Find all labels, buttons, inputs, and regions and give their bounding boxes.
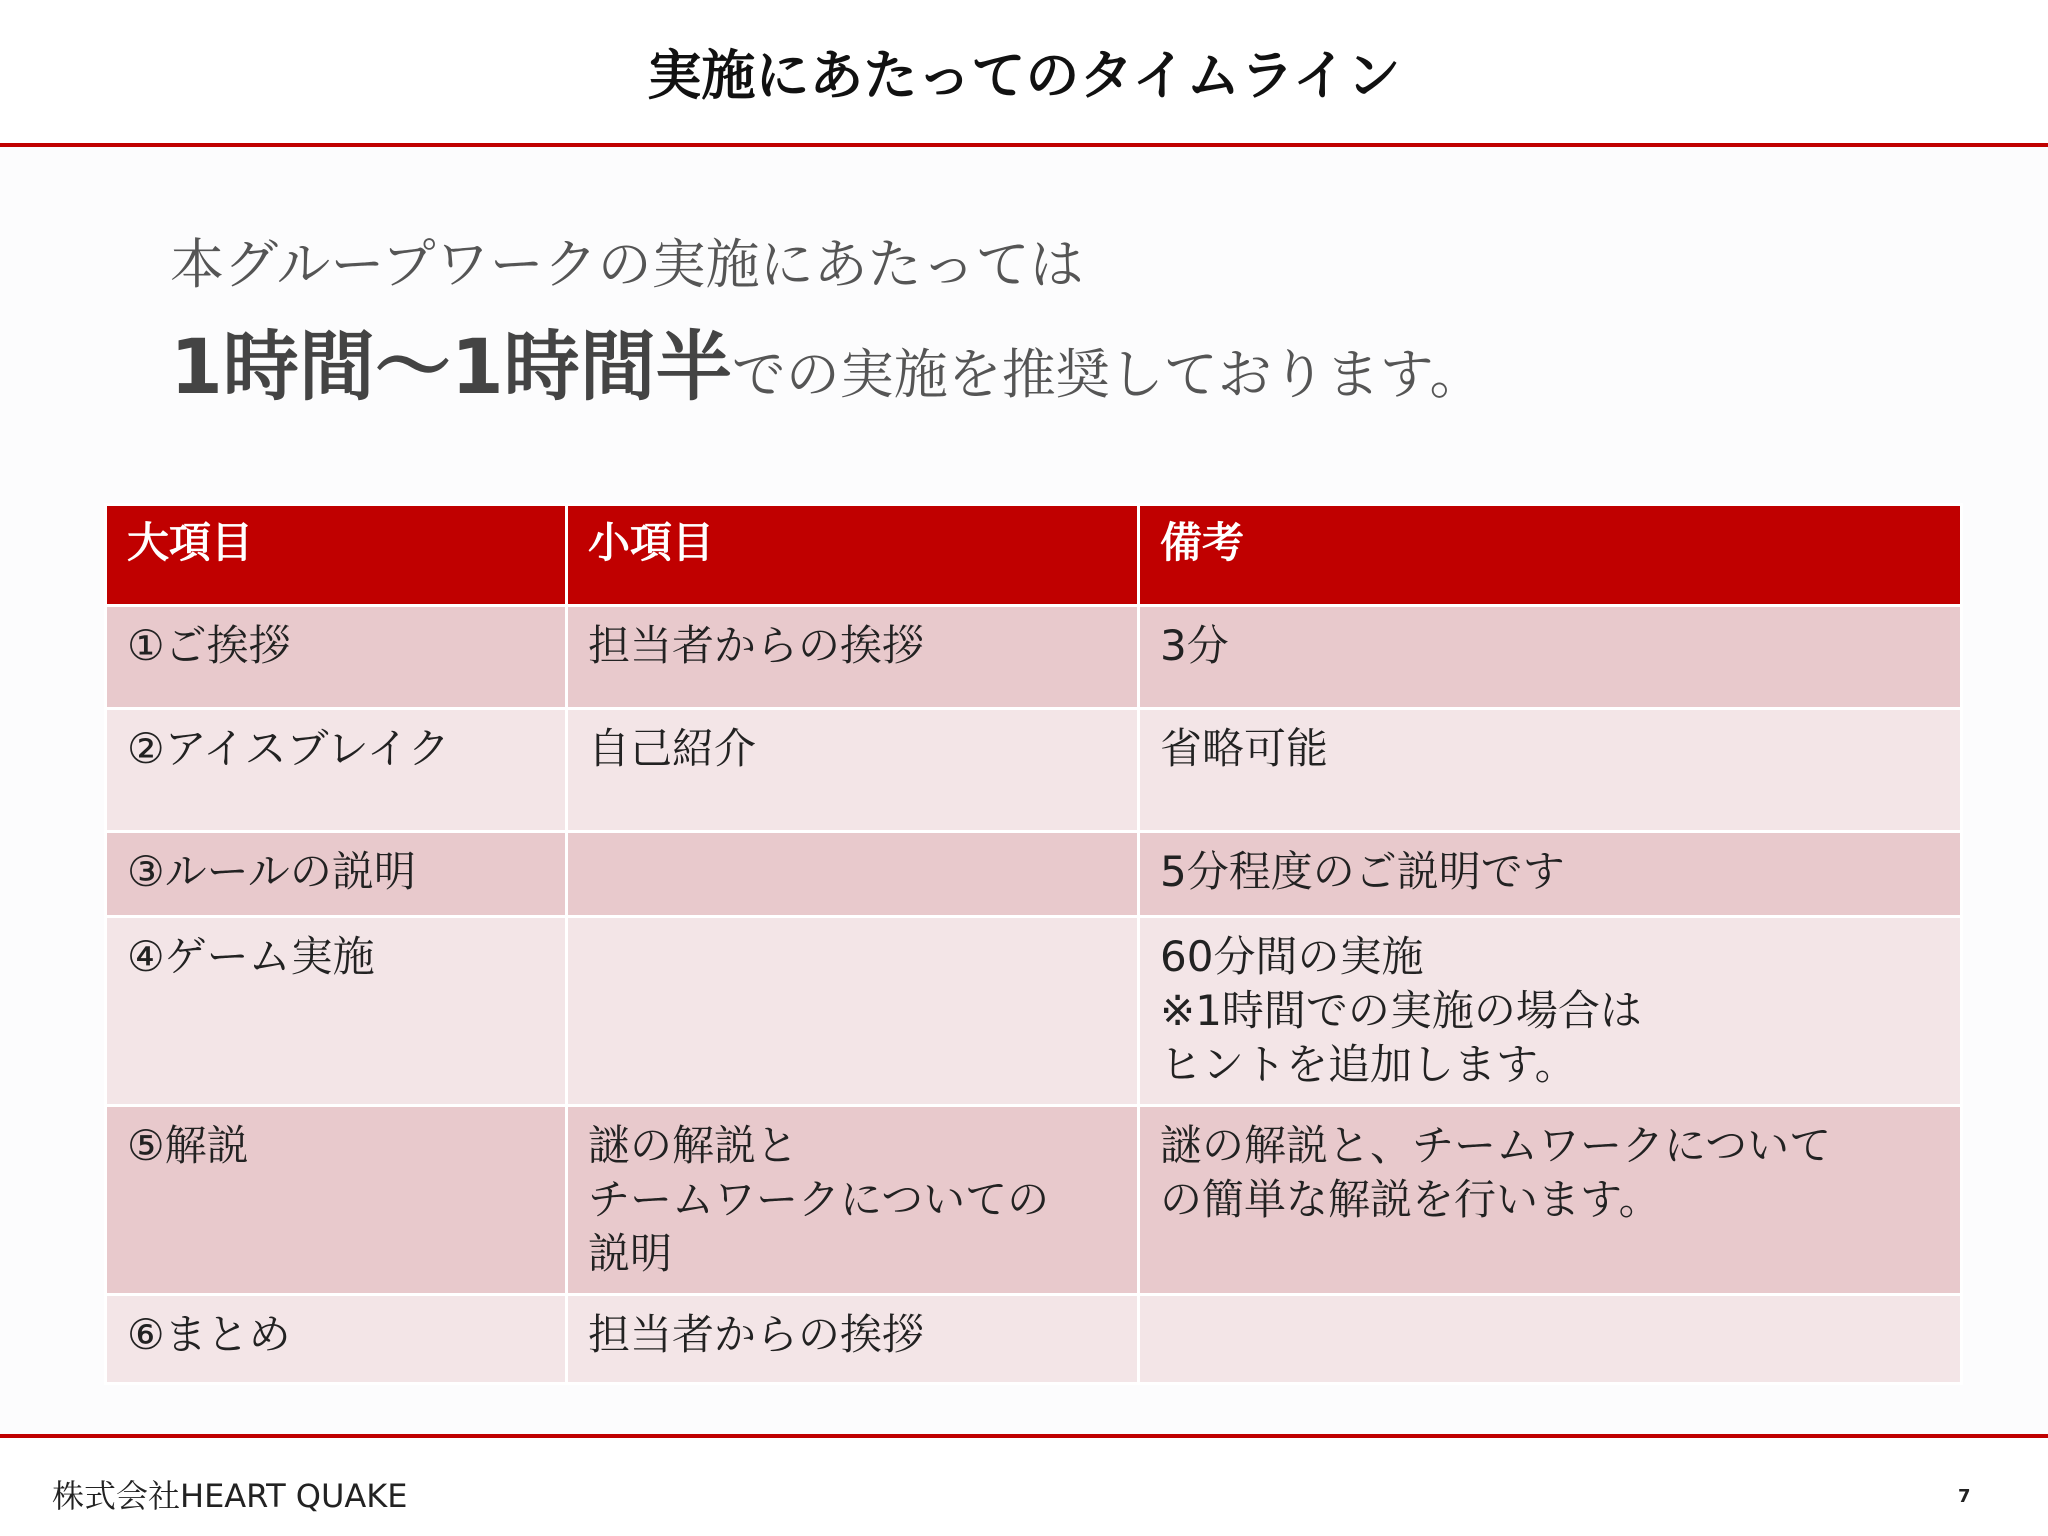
cell-major-item: ⑥まとめ [106, 1295, 567, 1384]
intro-line-1: 本グループワークの実施にあたっては [170, 233, 1084, 296]
cell-major-item: ③ルールの説明 [106, 832, 567, 917]
table-row [106, 1106, 1962, 1295]
intro-emphasis: 1時間〜1時間半 [170, 322, 732, 411]
slide-title: 実施にあたってのタイムライン [647, 43, 1401, 107]
cell-notes: 省略可能 [1139, 709, 1962, 832]
cell-sub-item [567, 832, 1139, 917]
intro-rest: での実施を推奨しております。 [731, 343, 1484, 406]
header-sub-item: 小項目 [567, 505, 1139, 606]
footer-divider [0, 1434, 2048, 1438]
table-row [106, 709, 1962, 832]
cell-notes: 5分程度のご説明です [1139, 832, 1962, 917]
header-notes: 備考 [1139, 505, 1962, 606]
cell-major-item: ⑤解説 [106, 1106, 567, 1295]
timeline-table [104, 503, 1963, 1385]
cell-sub-item [567, 917, 1139, 1106]
table-header-row [106, 505, 1962, 606]
cell-notes: 60分間の実施 ※1時間での実施の場合は ヒントを追加します。 [1139, 917, 1962, 1106]
table-row [106, 606, 1962, 709]
company-name: 株式会社HEART QUAKE [52, 1477, 408, 1515]
table-row [106, 832, 1962, 917]
cell-major-item: ④ゲーム実施 [106, 917, 567, 1106]
cell-notes: 謎の解説と、チームワークについて の簡単な解説を行います。 [1139, 1106, 1962, 1295]
cell-sub-item: 担当者からの挨拶 [567, 606, 1139, 709]
header-major-item: 大項目 [106, 505, 567, 606]
cell-notes [1139, 1295, 1962, 1384]
cell-sub-item: 自己紹介 [567, 709, 1139, 832]
table-row [106, 917, 1962, 1106]
cell-notes: 3分 [1139, 606, 1962, 709]
cell-major-item: ①ご挨拶 [106, 606, 567, 709]
cell-sub-item: 謎の解説と チームワークについての 説明 [567, 1106, 1139, 1295]
table-row [106, 1295, 1962, 1384]
cell-sub-item: 担当者からの挨拶 [567, 1295, 1139, 1384]
page-number: 7 [1958, 1486, 1971, 1507]
intro-text [170, 225, 1483, 438]
cell-major-item: ②アイスブレイク [106, 709, 567, 832]
intro-line-2 [170, 317, 1483, 438]
